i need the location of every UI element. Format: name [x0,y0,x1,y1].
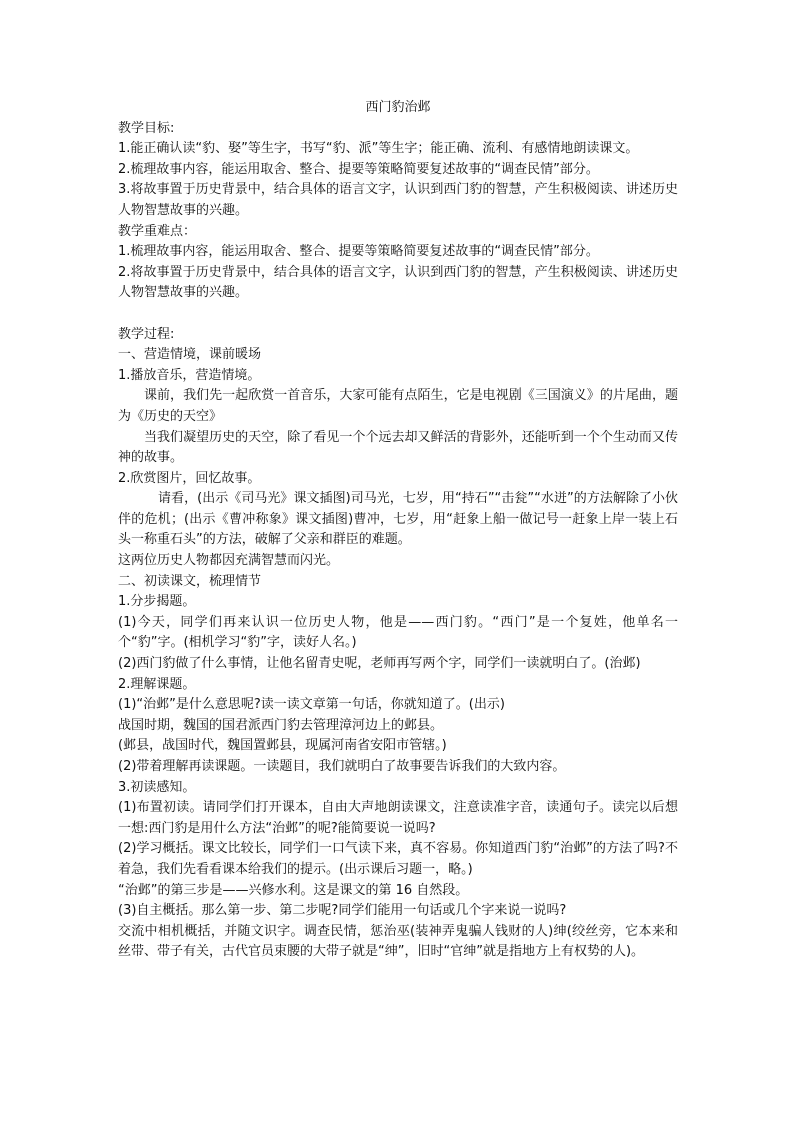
page-title: 西门豹治邺 [365,100,431,115]
step-heading: 3.初读感知。 [118,779,196,795]
paragraph: (2)学习概括。课文比较长，同学们一口气读下来，真不容易。你知道西门豹“治邺”的方法了吗?不着急，我们先看看课本给我们的提示。(出示课后习题一，略。) [118,841,678,877]
document-page [118,98,678,963]
goal-item: 2.梳理故事内容，能运用取舍、整合、提要等策略简要复述故事的“调查民情”部分。 [118,161,599,177]
paragraph: 这两位历史人物都因充满智慧而闪光。 [118,553,340,569]
key-heading: 教学重难点： [118,223,197,239]
paragraph: (2)带着理解再读课题。一读题目，我们就明白了故事要告诉我们的大致内容。 [118,759,566,774]
section-title: 二、初读课文，梳理情节 [118,573,262,589]
process-heading: 教学过程: [118,326,175,342]
blank-line [118,304,678,325]
key-point-item: 1.梳理故事内容，能运用取舍、整合、提要等策略简要复述故事的“调查民情”部分。 [118,244,599,260]
paragraph: (2)西门豹做了什么事情，让他名留青史呢，老师再写两个字，同学们一读就明白了。(治邺) [118,656,641,672]
key-point-item: 2.将故事置于历史背景中，结合具体的语言文字，认识到西门豹的智慧，产生积极阅读、讲述历史人物智慧故事的兴趣。 [118,264,678,301]
paragraph: (3)自主概括。那么第一步、第二步呢?同学们能用一句话或几个字来说一说吗? [118,903,567,919]
step-heading: 1.分步揭题。 [118,594,196,610]
paragraph: 战国时期，魏国的国君派西门豹去管理漳河边上的邺县。 [118,717,444,733]
paragraph: (邺县，战国时代，魏国置邺县，现属河南省安阳市管辖。) [118,738,447,754]
paragraph: 请看，(出示《司马光》课文插图)司马光，七岁，用“持石”“击瓮”“水迸”的方法解除了小伙伴的危机；(出示《曹冲称象》课文插图)曹冲，七岁，用“赶象上船一做记号一赶象上岸一装上石头一称重石头”的方法，破解了父亲和群臣的难题。 [118,491,678,548]
paragraph: 当我们凝望历史的天空，除了看见一个个远去却又鲜活的背影外，还能听到一个个生动而又传神的故事。 [118,429,678,466]
section-title: 一、营造情境，课前暖场 [118,347,262,363]
step-heading: 2.欣赏图片，回忆故事。 [118,470,261,486]
goals-heading: 教学目标: [118,120,175,136]
paragraph: 交流中相机概括，并随文识字。调查民情，惩治巫(装神弄鬼骗人钱财的人)绅(绞丝旁，它本来和丝带、带子有关，古代官员束腰的大带子就是“绅”，旧时“官绅”就是指地方上有权势的人)。 [118,923,678,960]
paragraph: “治邺”的第三步是——兴修水利。这是课文的第 16 自然段。 [118,882,469,898]
step-heading: 2.理解课题。 [118,676,196,692]
paragraph: 课前，我们先一起欣赏一首音乐，大家可能有点陌生，它是电视剧《三国演义》的片尾曲，题为《历史的天空》 [118,388,678,424]
goal-item: 3.将故事置于历史背景中，结合具体的语言文字，认识到西门豹的智慧，产生积极阅读、讲述历史人物智慧故事的兴趣。 [118,182,678,218]
goal-item: 1.能正确认读“豹、娶”等生字，书写“豹、派”等生字；能正确、流利、有感情地朗读课文。 [118,141,639,157]
paragraph: (1)布置初读。请同学们打开课本，自由大声地朗读课文，注意读准字音，读通句子。读完以后想一想:西门豹是用什么方法“治邺”的呢?能简要说一说吗? [118,800,678,836]
paragraph: (1)今天，同学们再来认识一位历史人物，他是——西门豹。“西门”是一个复姓，他单名一个“豹”字。(相机学习“豹”字，读好人名。) [118,614,678,651]
paragraph: (1)“治邺”是什么意思呢?读一读文章第一句话，你就知道了。(出示) [118,697,505,713]
step-heading: 1.播放音乐，营造情境。 [118,367,261,383]
